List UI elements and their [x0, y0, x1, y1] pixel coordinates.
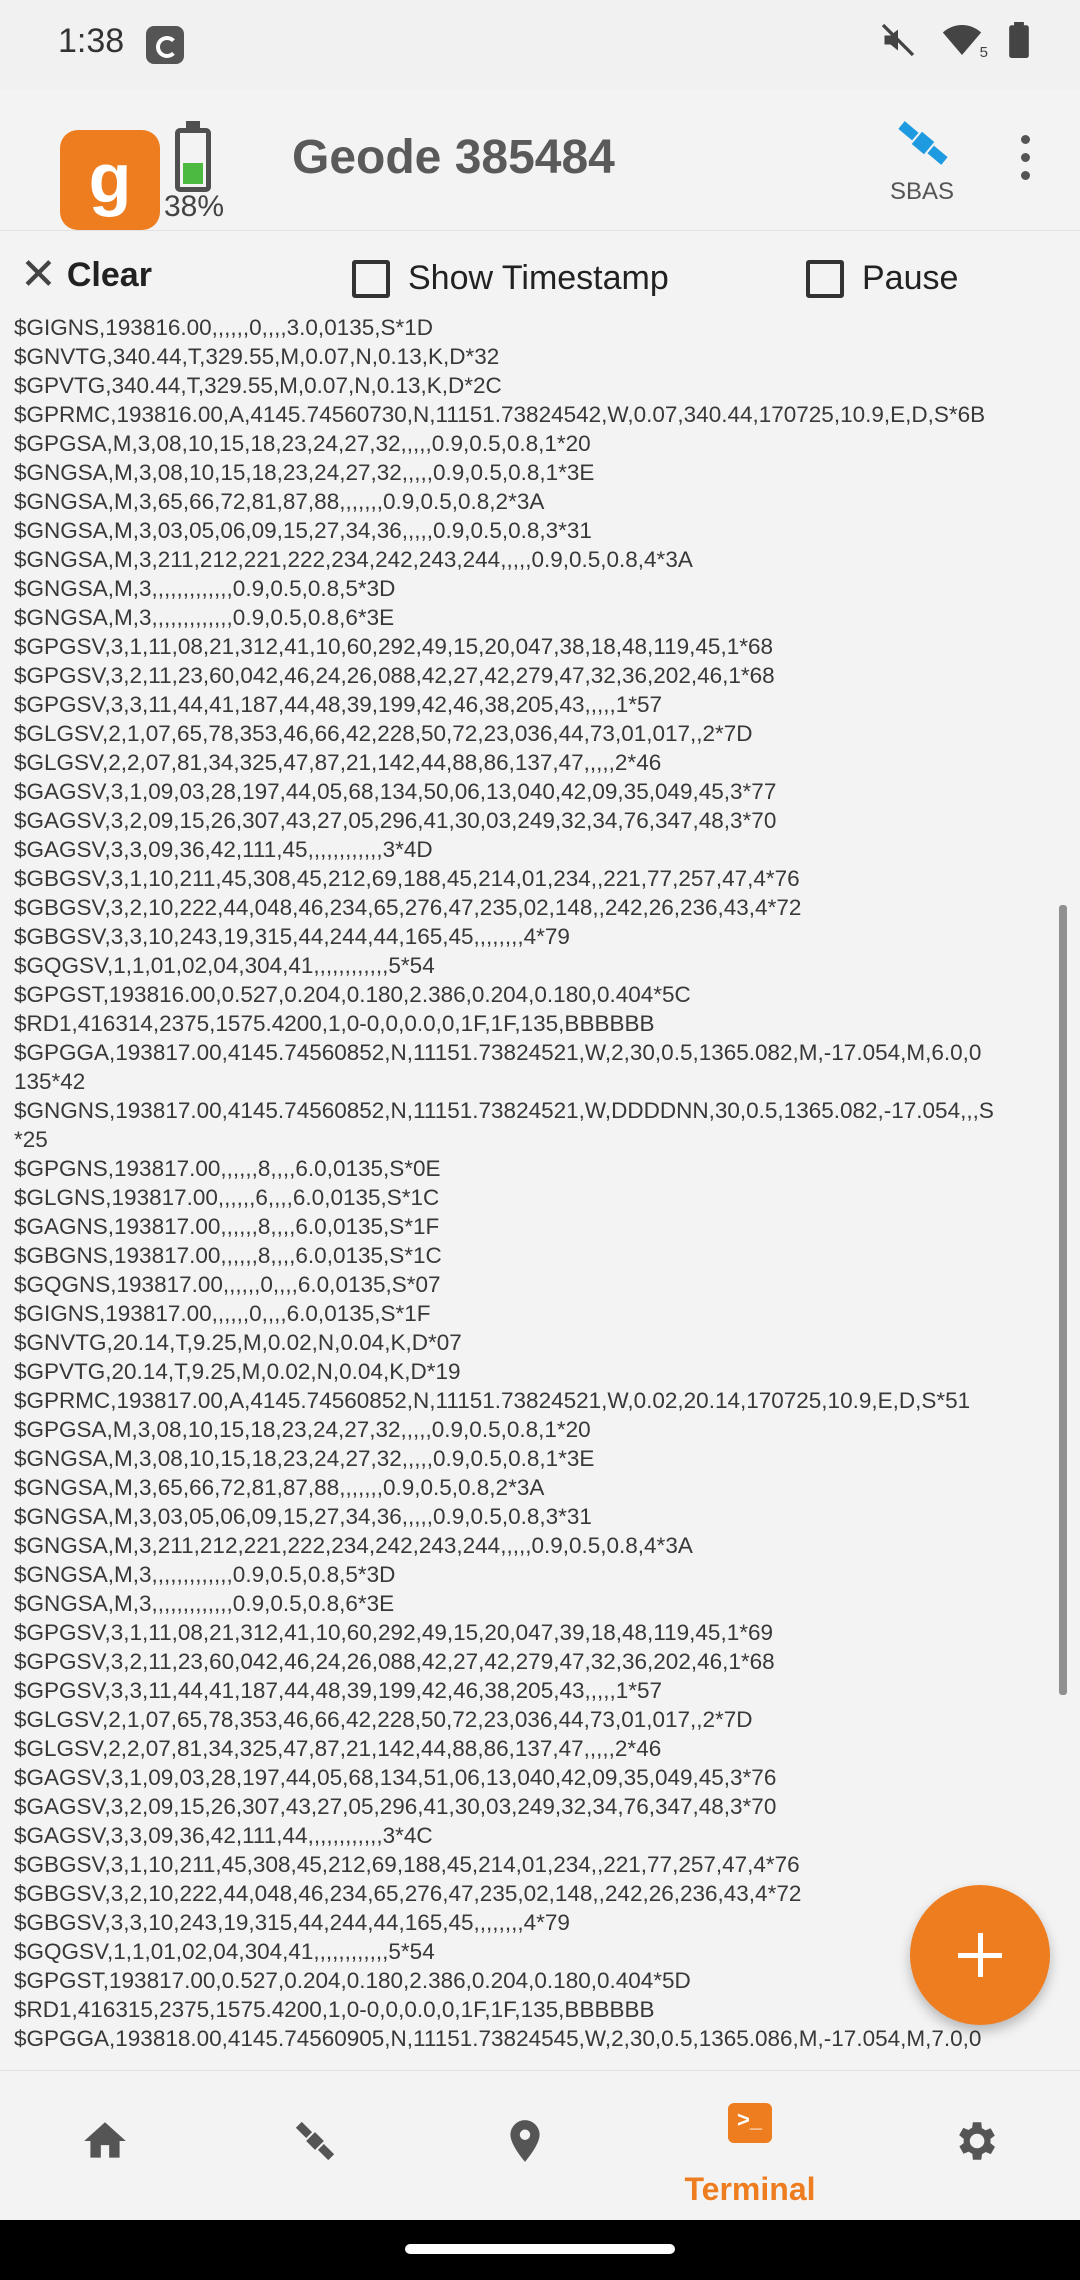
wifi-icon — [942, 23, 988, 61]
status-time: 1:38 — [58, 22, 125, 60]
log-line: $GNGSA,M,3,,,,,,,,,,,,,0.9,0.5,0.8,6*3E — [14, 1591, 395, 1616]
log-line: $GBGSV,3,1,10,211,45,308,45,212,69,188,45,214,01,234,,221,77,257,47,4*76 — [14, 1852, 800, 1877]
log-line: $GIGNS,193816.00,,,,,,0,,,,3.0,0135,S*1D — [14, 315, 434, 340]
log-line: $GNGNS,193817.00,4145.74560852,N,11151.73824521,W,DDDDNN,30,0.5,1365.082,-17.054,,,S — [14, 1098, 994, 1123]
log-line: $GPGST,193817.00,0.527,0.204,0.180,2.386,0.204,0.180,0.404*5D — [14, 1968, 691, 1993]
nav-terminal-label: Terminal — [684, 2171, 816, 2207]
nav-settings[interactable] — [885, 2071, 1065, 2221]
log-line: $GLGSV,2,2,07,81,34,325,47,87,21,142,44,88,86,137,47,,,,,2*46 — [14, 750, 662, 775]
log-scrollbar[interactable] — [1059, 905, 1067, 1695]
log-line: $GAGSV,3,1,09,03,28,197,44,05,68,134,50,06,13,040,42,09,35,049,45,3*77 — [14, 779, 777, 804]
satellite-icon — [290, 2116, 340, 2166]
app-bar — [0, 90, 1080, 231]
log-line: $GPRMC,193816.00,A,4145.74560730,N,11151.73824542,W,0.07,340.44,170725,10.9,E,D,S*6B — [14, 402, 986, 427]
sbas-label: SBAS — [890, 178, 955, 205]
log-line: $GLGSV,2,1,07,65,78,353,46,66,42,228,50,72,23,036,44,73,01,017,,2*7D — [14, 1707, 753, 1732]
nmea-log[interactable] — [0, 313, 1070, 2063]
log-line: $GPGGA,193818.00,4145.74560905,N,11151.73824545,W,2,30,0.5,1365.086,M,-17.054,M,7.0,0 — [14, 2026, 982, 2051]
pause-box[interactable] — [806, 260, 844, 298]
log-line: $GAGSV,3,3,09,36,42,111,45,,,,,,,,,,,,3*4D — [14, 837, 433, 862]
show-timestamp-label: Show Timestamp — [408, 259, 669, 297]
log-line: $GNGSA,M,3,03,05,06,09,15,27,34,36,,,,,0.9,0.5,0.8,3*31 — [14, 518, 592, 543]
nav-home[interactable] — [15, 2071, 195, 2221]
clear-label: Clear — [66, 255, 152, 294]
log-line: $GNGSA,M,3,65,66,72,81,87,88,,,,,,,0.9,0.5,0.8,2*3A — [14, 489, 545, 514]
status-icons — [880, 22, 1030, 61]
log-line: $GNGSA,M,3,08,10,15,18,23,24,27,32,,,,,0.9,0.5,0.8,1*3E — [14, 460, 595, 485]
app-logo-letter: g — [88, 139, 132, 217]
terminal-toolbar — [0, 235, 1080, 325]
log-line: $GAGSV,3,1,09,03,28,197,44,05,68,134,51,06,13,040,42,09,35,049,45,3*76 — [14, 1765, 777, 1790]
log-line: $GBGSV,3,1,10,211,45,308,45,212,69,188,45,214,01,234,,221,77,257,47,4*76 — [14, 866, 800, 891]
log-line: $GPGSA,M,3,08,10,15,18,23,24,27,32,,,,,0.9,0.5,0.8,1*20 — [14, 1417, 591, 1442]
clear-button[interactable] — [20, 250, 152, 299]
log-line: $GPGSV,3,2,11,23,60,042,46,24,26,088,42,27,42,279,47,32,36,202,46,1*68 — [14, 1649, 775, 1674]
log-line: $RD1,416315,2375,1575.4200,1,0-0,0,0.0,0,1F,1F,135,BBBBBB — [14, 1997, 655, 2022]
log-line: $GPVTG,340.44,T,329.55,M,0.07,N,0.13,K,D*2C — [14, 373, 502, 398]
log-line: $GBGNS,193817.00,,,,,,8,,,,6.0,0135,S*1C — [14, 1243, 442, 1268]
log-line: $GBGSV,3,3,10,243,19,315,44,244,44,165,45,,,,,,,,4*79 — [14, 1910, 570, 1935]
wifi-badge: 5 — [979, 44, 988, 61]
log-line: $GQGSV,1,1,01,02,04,304,41,,,,,,,,,,,,5*54 — [14, 953, 435, 978]
log-line: $GLGSV,2,1,07,65,78,353,46,66,42,228,50,72,23,036,44,73,01,017,,2*7D — [14, 721, 753, 746]
log-line: $GPVTG,20.14,T,9.25,M,0.02,N,0.04,K,D*19 — [14, 1359, 461, 1384]
bottom-navigation — [0, 2070, 1080, 2221]
gear-icon — [950, 2116, 1000, 2166]
device-battery-icon — [175, 128, 211, 192]
log-line: $GPGSA,M,3,08,10,15,18,23,24,27,32,,,,,0.9,0.5,0.8,1*20 — [14, 431, 591, 456]
log-line: $GPGSV,3,3,11,44,41,187,44,48,39,199,42,46,38,205,43,,,,,1*57 — [14, 692, 663, 717]
log-line: $GQGNS,193817.00,,,,,,0,,,,6.0,0135,S*07 — [14, 1272, 441, 1297]
pause-checkbox[interactable] — [806, 259, 958, 298]
log-line: $GAGNS,193817.00,,,,,,8,,,,6.0,0135,S*1F — [14, 1214, 440, 1239]
log-line: $GNGSA,M,3,211,212,221,222,234,242,243,244,,,,,0.9,0.5,0.8,4*3A — [14, 547, 693, 572]
log-line: $GNGSA,M,3,,,,,,,,,,,,,0.9,0.5,0.8,5*3D — [14, 576, 396, 601]
home-icon — [80, 2116, 130, 2166]
log-line: $GPGST,193816.00,0.527,0.204,0.180,2.386,0.204,0.180,0.404*5C — [14, 982, 691, 1007]
add-command-button[interactable] — [910, 1885, 1050, 2025]
mute-icon — [880, 22, 916, 58]
log-line: $GLGNS,193817.00,,,,,,6,,,,6.0,0135,S*1C — [14, 1185, 440, 1210]
log-line: $GNVTG,20.14,T,9.25,M,0.02,N,0.04,K,D*07 — [14, 1330, 462, 1355]
log-line: *25 — [14, 1127, 48, 1152]
log-line: $GAGSV,3,2,09,15,26,307,43,27,05,296,41,30,03,249,32,34,76,347,48,3*70 — [14, 808, 777, 833]
overflow-menu-icon[interactable] — [1010, 135, 1040, 195]
status-bar — [0, 0, 1080, 90]
log-line: $GPGNS,193817.00,,,,,,8,,,,6.0,0135,S*0E — [14, 1156, 441, 1181]
log-line: $GAGSV,3,2,09,15,26,307,43,27,05,296,41,30,03,249,32,34,76,347,48,3*70 — [14, 1794, 777, 1819]
app-logo[interactable] — [60, 130, 160, 230]
log-line: $GNGSA,M,3,03,05,06,09,15,27,34,36,,,,,0.9,0.5,0.8,3*31 — [14, 1504, 592, 1529]
log-line: $GAGSV,3,3,09,36,42,111,44,,,,,,,,,,,,3*4C — [14, 1823, 433, 1848]
log-line: $GPRMC,193817.00,A,4145.74560852,N,11151.73824521,W,0.02,20.14,170725,10.9,E,D,S*51 — [14, 1388, 971, 1413]
log-line: 135*42 — [14, 1069, 86, 1094]
log-line: $GQGSV,1,1,01,02,04,304,41,,,,,,,,,,,,5*54 — [14, 1939, 435, 1964]
log-line: $GNGSA,M,3,211,212,221,222,234,242,243,244,,,,,0.9,0.5,0.8,4*3A — [14, 1533, 693, 1558]
app-g-icon — [146, 26, 184, 64]
log-line: $GBGSV,3,3,10,243,19,315,44,244,44,165,45,,,,,,,,4*79 — [14, 924, 570, 949]
satellite-status-icon — [893, 118, 953, 168]
battery-percent: 38% — [164, 190, 225, 223]
nav-map[interactable] — [435, 2071, 615, 2221]
battery-icon — [1008, 22, 1030, 58]
nav-terminal[interactable] — [660, 2071, 840, 2221]
home-gesture-pill[interactable] — [405, 2244, 675, 2254]
log-line: $GBGSV,3,2,10,222,44,048,46,234,65,276,47,235,02,148,,242,26,236,43,4*72 — [14, 1881, 802, 1906]
gesture-bar — [0, 2220, 1080, 2280]
terminal-icon: >_ — [728, 2103, 772, 2143]
log-line: $GPGSV,3,1,11,08,21,312,41,10,60,292,49,15,20,047,39,18,48,119,45,1*69 — [14, 1620, 773, 1645]
show-timestamp-box[interactable] — [352, 260, 390, 298]
location-pin-icon — [500, 2116, 550, 2166]
log-line: $GNGSA,M,3,08,10,15,18,23,24,27,32,,,,,0.9,0.5,0.8,1*3E — [14, 1446, 595, 1471]
log-line: $GPGSV,3,2,11,23,60,042,46,24,26,088,42,27,42,279,47,32,36,202,46,1*68 — [14, 663, 775, 688]
show-timestamp-checkbox[interactable] — [352, 259, 669, 298]
sbas-status-button[interactable] — [888, 118, 958, 168]
log-line: $GPGSV,3,1,11,08,21,312,41,10,60,292,49,15,20,047,38,18,48,119,45,1*68 — [14, 634, 773, 659]
log-line: $GPGGA,193817.00,4145.74560852,N,11151.73824521,W,2,30,0.5,1365.082,M,-17.054,M,6.0,0 — [14, 1040, 982, 1065]
log-line: $GLGSV,2,2,07,81,34,325,47,87,21,142,44,88,86,137,47,,,,,2*46 — [14, 1736, 662, 1761]
device-title: Geode 385484 — [292, 131, 615, 184]
battery-level-fill — [183, 163, 203, 184]
nav-satellites[interactable] — [225, 2071, 405, 2221]
log-line: $GNVTG,340.44,T,329.55,M,0.07,N,0.13,K,D*32 — [14, 344, 500, 369]
log-line: $GNGSA,M,3,,,,,,,,,,,,,0.9,0.5,0.8,6*3E — [14, 605, 395, 630]
log-line: $GBGSV,3,2,10,222,44,048,46,234,65,276,47,235,02,148,,242,26,236,43,4*72 — [14, 895, 802, 920]
log-line: $GNGSA,M,3,65,66,72,81,87,88,,,,,,,0.9,0.5,0.8,2*3A — [14, 1475, 545, 1500]
log-line: $GNGSA,M,3,,,,,,,,,,,,,0.9,0.5,0.8,5*3D — [14, 1562, 396, 1587]
log-line: $GIGNS,193817.00,,,,,,0,,,,6.0,0135,S*1F — [14, 1301, 431, 1326]
log-line: $RD1,416314,2375,1575.4200,1,0-0,0,0.0,0,1F,1F,135,BBBBBB — [14, 1011, 655, 1036]
pause-label: Pause — [862, 259, 959, 297]
log-line: $GPGSV,3,3,11,44,41,187,44,48,39,199,42,46,38,205,43,,,,,1*57 — [14, 1678, 663, 1703]
close-icon: ✕ — [20, 250, 57, 299]
